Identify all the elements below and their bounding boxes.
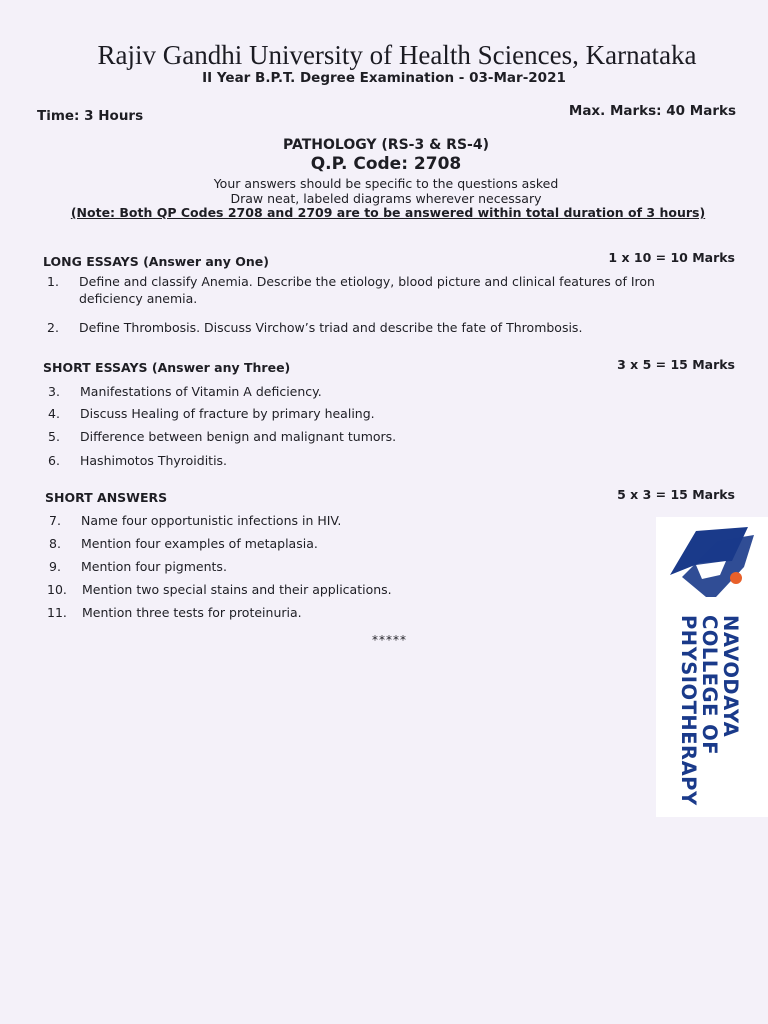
subject-title: PATHOLOGY (RS-3 & RS-4) [283, 137, 489, 153]
end-marker: ***** [372, 633, 407, 647]
question-text: Difference between benign and malignant tumors. [80, 429, 397, 444]
college-stamp [656, 517, 768, 817]
exam-time: Time: 3 Hours [37, 108, 144, 124]
question-text: Manifestations of Vitamin A deficiency. [80, 384, 322, 399]
instruction-diagrams: Draw neat, labeled diagrams wherever necessary [230, 191, 542, 206]
question-text: Define Thrombosis. Discuss Virchow’s triad and describe the fate of Thrombosis. [79, 320, 583, 335]
question-text: Mention three tests for proteinuria. [82, 605, 302, 620]
question-text: Mention two special stains and their applications. [82, 582, 392, 597]
instruction-specific: Your answers should be specific to the questions asked [213, 176, 559, 191]
question-number: 10. [47, 582, 67, 597]
question-number: 7. [49, 513, 61, 528]
question-text: Name four opportunistic infections in HIV. [81, 513, 342, 528]
question-number: 9. [49, 559, 61, 574]
question-number: 4. [48, 406, 60, 421]
college-name-line1: NAVODAYA [719, 615, 742, 738]
section-title-long-essays: LONG ESSAYS (Answer any One) [43, 254, 269, 269]
question-text: Hashimotos Thyroiditis. [80, 453, 228, 468]
question-number: 5. [48, 429, 60, 444]
exam-title: II Year B.P.T. Degree Examination - 03-Mar-2021 [202, 70, 566, 86]
college-name [678, 615, 741, 806]
question-number: 6. [48, 453, 60, 468]
question-number: 2. [47, 320, 59, 335]
qp-code: Q.P. Code: 2708 [310, 154, 462, 174]
section-marks-long-essays: 1 x 10 = 10 Marks [608, 250, 735, 265]
question-text-line2: deficiency anemia. [79, 291, 198, 306]
college-name-line3: PHYSIOTHERAPY [677, 615, 700, 806]
max-marks: Max. Marks: 40 Marks [568, 103, 736, 119]
section-title-short-answers: SHORT ANSWERS [45, 490, 168, 505]
section-title-short-essays: SHORT ESSAYS (Answer any Three) [43, 360, 291, 375]
section-marks-short-essays: 3 x 5 = 15 Marks [617, 357, 735, 372]
question-number: 8. [49, 536, 61, 551]
question-text: Discuss Healing of fracture by primary healing. [80, 406, 375, 421]
question-number: 3. [48, 384, 60, 399]
question-text: Mention four pigments. [81, 559, 227, 574]
question-text: Mention four examples of metaplasia. [81, 536, 318, 551]
college-name-line2: COLLEGE OF [698, 615, 721, 756]
question-number: 1. [47, 274, 59, 289]
question-text-line1: Define and classify Anemia. Describe the etiology, blood picture and clinical features of Iron [79, 274, 655, 289]
university-title: Rajiv Gandhi University of Health Sciences, Karnataka [97, 40, 697, 70]
question-number: 11. [47, 605, 67, 620]
section-marks-short-answers: 5 x 3 = 15 Marks [617, 487, 735, 502]
duration-note: (Note: Both QP Codes 2708 and 2709 are to be answered within total duration of 3 hours) [70, 205, 706, 220]
